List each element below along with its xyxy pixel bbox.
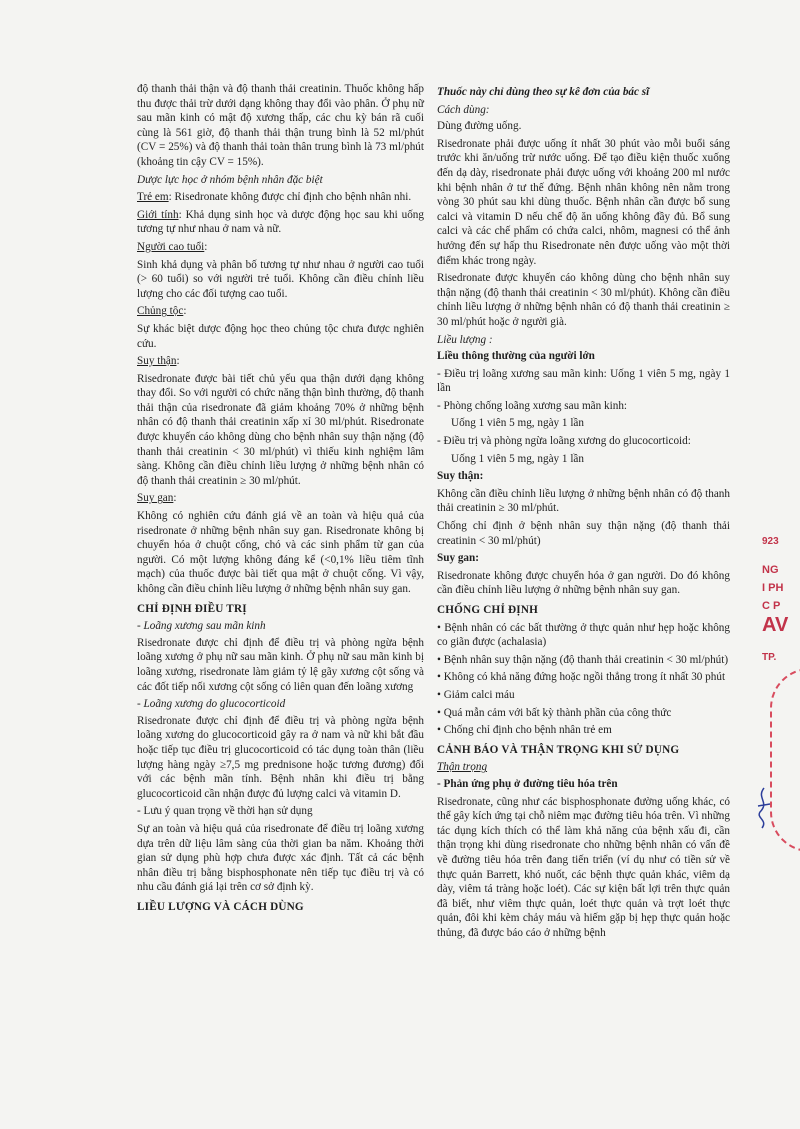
stamp-text: C P [762, 600, 781, 612]
label: Suy thận [137, 355, 177, 368]
label: Suy gan [137, 492, 174, 505]
stamp-fragment [762, 528, 800, 688]
label-line [137, 354, 424, 369]
section-title: LIỀU LƯỢNG VÀ CÁCH DÙNG [137, 900, 304, 913]
dose-line: - Điều trị và phòng ngừa loãng xương do glucocorticoid: [437, 435, 691, 448]
paragraph: Risedronate phải được uống ít nhất 30 phút vào mỗi buổi sáng trước khi ăn/uống trừ nước uống. Để tạo điều kiện thuốc xuống đến dạ dày, risedronate phải được uống với khoảng 200 ml nước khi bệnh nhân ở tư thế đứng. Bệnh nhân không nên nằm trong vòng 30 phút sau khi dùng thuốc. Bệnh nhân cần được bổ sung calci và vitamin D nếu chế độ ăn uống không đầy đủ. Bổ sung calci và các chế phẩm có chứa calci, nhôm, magnesi có thể ảnh hưởng đến sự hấp thu Risedronate nên được uống vào một thời điểm khác trong ngày. [437, 137, 730, 267]
subheading: - Loãng xương sau mãn kinh [137, 620, 266, 633]
right-column [437, 82, 730, 943]
label: Trẻ em [137, 191, 169, 204]
list-item: • Bệnh nhân suy thận nặng (độ thanh thải creatinin < 30 ml/phút) [437, 653, 730, 668]
section-title: CHỐNG CHỈ ĐỊNH [437, 604, 539, 616]
label: Người cao tuổi [137, 240, 205, 253]
subheading: - Phản ứng phụ ở đường tiêu hóa trên [437, 777, 618, 790]
paragraph: Dùng đường uống. [437, 120, 522, 133]
rx-note: Thuốc này chỉ dùng theo sự kê đơn của bác sĩ [437, 86, 650, 98]
colon: : [204, 240, 208, 253]
text: : Risedronate không được chỉ định cho bệnh nhân nhi. [168, 191, 412, 204]
subheading: Cách dùng: [437, 103, 490, 116]
list-item: • Bệnh nhân có các bất thường ở thực quản như hẹp hoặc không co giãn được (achalasia) [437, 621, 730, 650]
section-title: CHỈ ĐỊNH ĐIỀU TRỊ [137, 602, 247, 615]
paragraph: Sự khác biệt dược động học theo chủng tộc chưa được nghiên cứu. [137, 322, 424, 350]
paragraph: Không cần điều chỉnh liều lượng ở những bệnh nhân có độ thanh thải creatinin ≥ 30 ml/phút. [437, 487, 730, 515]
section-heading: Dược lực học ở nhóm bệnh nhân đặc biệt [137, 173, 323, 186]
left-column [137, 82, 424, 917]
stamp-text: NG [762, 564, 779, 576]
colon: : [176, 355, 180, 368]
dose-line: - Phòng chống loãng xương sau mãn kinh: [437, 399, 628, 412]
list-item: • Giảm calci máu [437, 688, 730, 703]
list-item: • Quá mẫn cảm với bất kỳ thành phần của công thức [437, 706, 730, 721]
paragraph: độ thanh thải thận và độ thanh thải creatinin. Thuốc không hấp thu được thải trừ dưới dạng không thay đổi vào phân. Ở phụ nữ sau mãn kinh có mật độ xương thấp, các chu kỳ bán rã cuối cùng là 561 giờ, độ thanh thải thận trung bình là 52 ml/phút (CV = 25%) và độ thanh thải toàn thân trung bình là 73 ml/phút (khoảng tin cậy CV = 15%). [137, 83, 424, 168]
colon: : [173, 492, 177, 505]
list-item: • Không có khả năng đứng hoặc ngồi thẳng trong ít nhất 30 phút [437, 670, 730, 685]
paragraph: Risedronate được chỉ định để điều trị và phòng ngừa bệnh loãng xương ở phụ nữ sau mãn kinh. Ở phụ nữ sau mãn kinh bị loãng xương, risedronate làm giảm tỷ lệ gãy xương cột sống và các đốt tiếp nối xương cột sống có liên quan đến loãng xương [137, 636, 424, 693]
subheading: Suy gan: [437, 552, 479, 565]
label-line [137, 304, 424, 319]
stamp-text: I PH [762, 582, 784, 594]
paragraph: Risedronate được chỉ định để điều trị và phòng ngừa bệnh loãng xương do glucocorticoid gây ra ở nam và nữ khi bắt đầu hoặc tiếp tục điều trị glucocorticoid có tác dụng toàn thân (liều lượng hàng ngày ≥7,5 mg prednisone hoặc tương đương) đối với các bệnh mãn tính. Bệnh nhân khi điều trị bằng glucocorticoid cần nhận được đủ lượng calci và vitamin D. [137, 714, 424, 800]
dose-line: - Điều trị loãng xương sau mãn kinh: Uống 1 viên 5 mg, ngày 1 lần [437, 367, 730, 395]
label-line [137, 491, 424, 506]
stamp-text: 923 [762, 536, 779, 547]
colon: : [183, 305, 187, 318]
dose-line: Uống 1 viên 5 mg, ngày 1 lần [451, 417, 584, 430]
subheading: Thận trọng [437, 761, 488, 774]
subheading: Liều thông thường của người lớn [437, 350, 595, 363]
paragraph: Risedronate được bài tiết chủ yếu qua thận dưới dạng không thay đổi. So với người có chức năng thận bình thường, độ thanh thải thận của risedronate đã giảm khoảng 70% ở những bệnh nhân có độ thanh thải creatinin xấp xỉ 30 ml/phút. Risedronate được khuyến cáo không dùng cho bệnh nhân suy thận nặng (độ thanh thải creatinin < 30 ml/phút) vì thiếu kinh nghiệm lâm sàng. Không cần điều chỉnh liều lượng ở những bệnh nhân có độ thanh thải creatinin ≥ 30 ml/phút. [137, 372, 424, 487]
signature-mark [752, 784, 776, 832]
text: : Khả dụng sinh học và dược động học sau khi uống tương tự như nhau ở nam và nữ. [137, 208, 424, 236]
subheading: Suy thận: [437, 470, 484, 483]
label-line [137, 240, 424, 255]
paragraph: Risedronate, cũng như các bisphosphonate đường uống khác, có thể gây kích ứng tại chỗ niêm mạc đường tiêu hóa trên. Vì những tác dụng kích thích có thể làm khả năng của bệnh xấu đi, cần thận trọng khi dùng risedronate cho những bệnh nhân có vấn đề về đường tiêu hóa trên đang tiến triển (ví dụ như có tiền sử về thực quản Barrett, khó nuốt, các bệnh thực quản khác, viêm dạ dày, viêm tá tràng hoặc loét). Các sự kiện bất lợi trên thực quản đã biết, như viêm thực quản, loét thực quản và trợt loét thực quản, đôi khi kèm chảy máu và hiếm gặp bị hẹp thực quản hoặc thủng, đã được báo cáo ở những bệnh [437, 795, 730, 939]
paragraph [137, 208, 424, 237]
paragraph: Không có nghiên cứu đánh giá về an toàn và hiệu quả của risedronate ở những bệnh nhân suy gan. Risedronate không bị chuyển hóa ở chuột cống, chó và các sinh phẩm từ gan của người. Có một lượng không đáng kể (<0,1% liều tiêm tĩnh mạch) của thuốc được bài tiết qua mật ở chuột cống. Vì vậy, không cần điều chỉnh liều lượng ở những bệnh nhân suy gan. [137, 510, 424, 595]
paragraph: Risedronate không được chuyển hóa ở gan người. Do đó không cần điều chỉnh liều lượng ở những bệnh nhân suy gan. [437, 569, 730, 597]
stamp-text: AV [762, 614, 789, 636]
label: Chủng tộc [137, 305, 184, 318]
list-item: • Chống chỉ định cho bệnh nhân trẻ em [437, 723, 730, 738]
subheading: - Lưu ý quan trọng về thời hạn sử dụng [137, 805, 313, 818]
paragraph: Risedronate được khuyến cáo không dùng cho bệnh nhân suy thận nặng (độ thanh thải creatinin < 30 ml/phút). Không cần điều chỉnh liều lượng ở những bệnh nhân có độ thanh thải creatinin ≥ 30 ml/phút hoặc ở người già. [437, 272, 730, 328]
dose-line: Uống 1 viên 5 mg, ngày 1 lần [451, 452, 584, 465]
paragraph: Sự an toàn và hiệu quả của risedronate để điều trị loãng xương dựa trên dữ liệu lâm sàng của thời gian ba năm. Khoảng thời gian sử dụng phù hợp chưa được xác định. Tất cả các bệnh nhân điều trị bằng bisphosphonate nên tiếp tục điều trị và có nhu cầu đánh giá lại trên cơ sở định kỳ. [137, 822, 424, 894]
stamp-text: TP. [762, 652, 777, 663]
paragraph: Sinh khả dụng và phân bố tương tự như nhau ở người cao tuổi (> 60 tuổi) so với người trẻ tuổi. Không cần điều chỉnh liều lượng cho các đối tượng cao tuổi. [137, 258, 424, 300]
subheading: Liều lượng : [437, 333, 493, 346]
paragraph: Chống chỉ định ở bệnh nhân suy thận nặng (độ thanh thải creatinin < 30 ml/phút) [437, 520, 730, 547]
subheading: - Loãng xương do glucocorticoid [137, 698, 286, 711]
section-title: CẢNH BÁO VÀ THẬN TRỌNG KHI SỬ DỤNG [437, 743, 680, 756]
label: Giới tính [137, 208, 179, 221]
paragraph [137, 190, 424, 205]
